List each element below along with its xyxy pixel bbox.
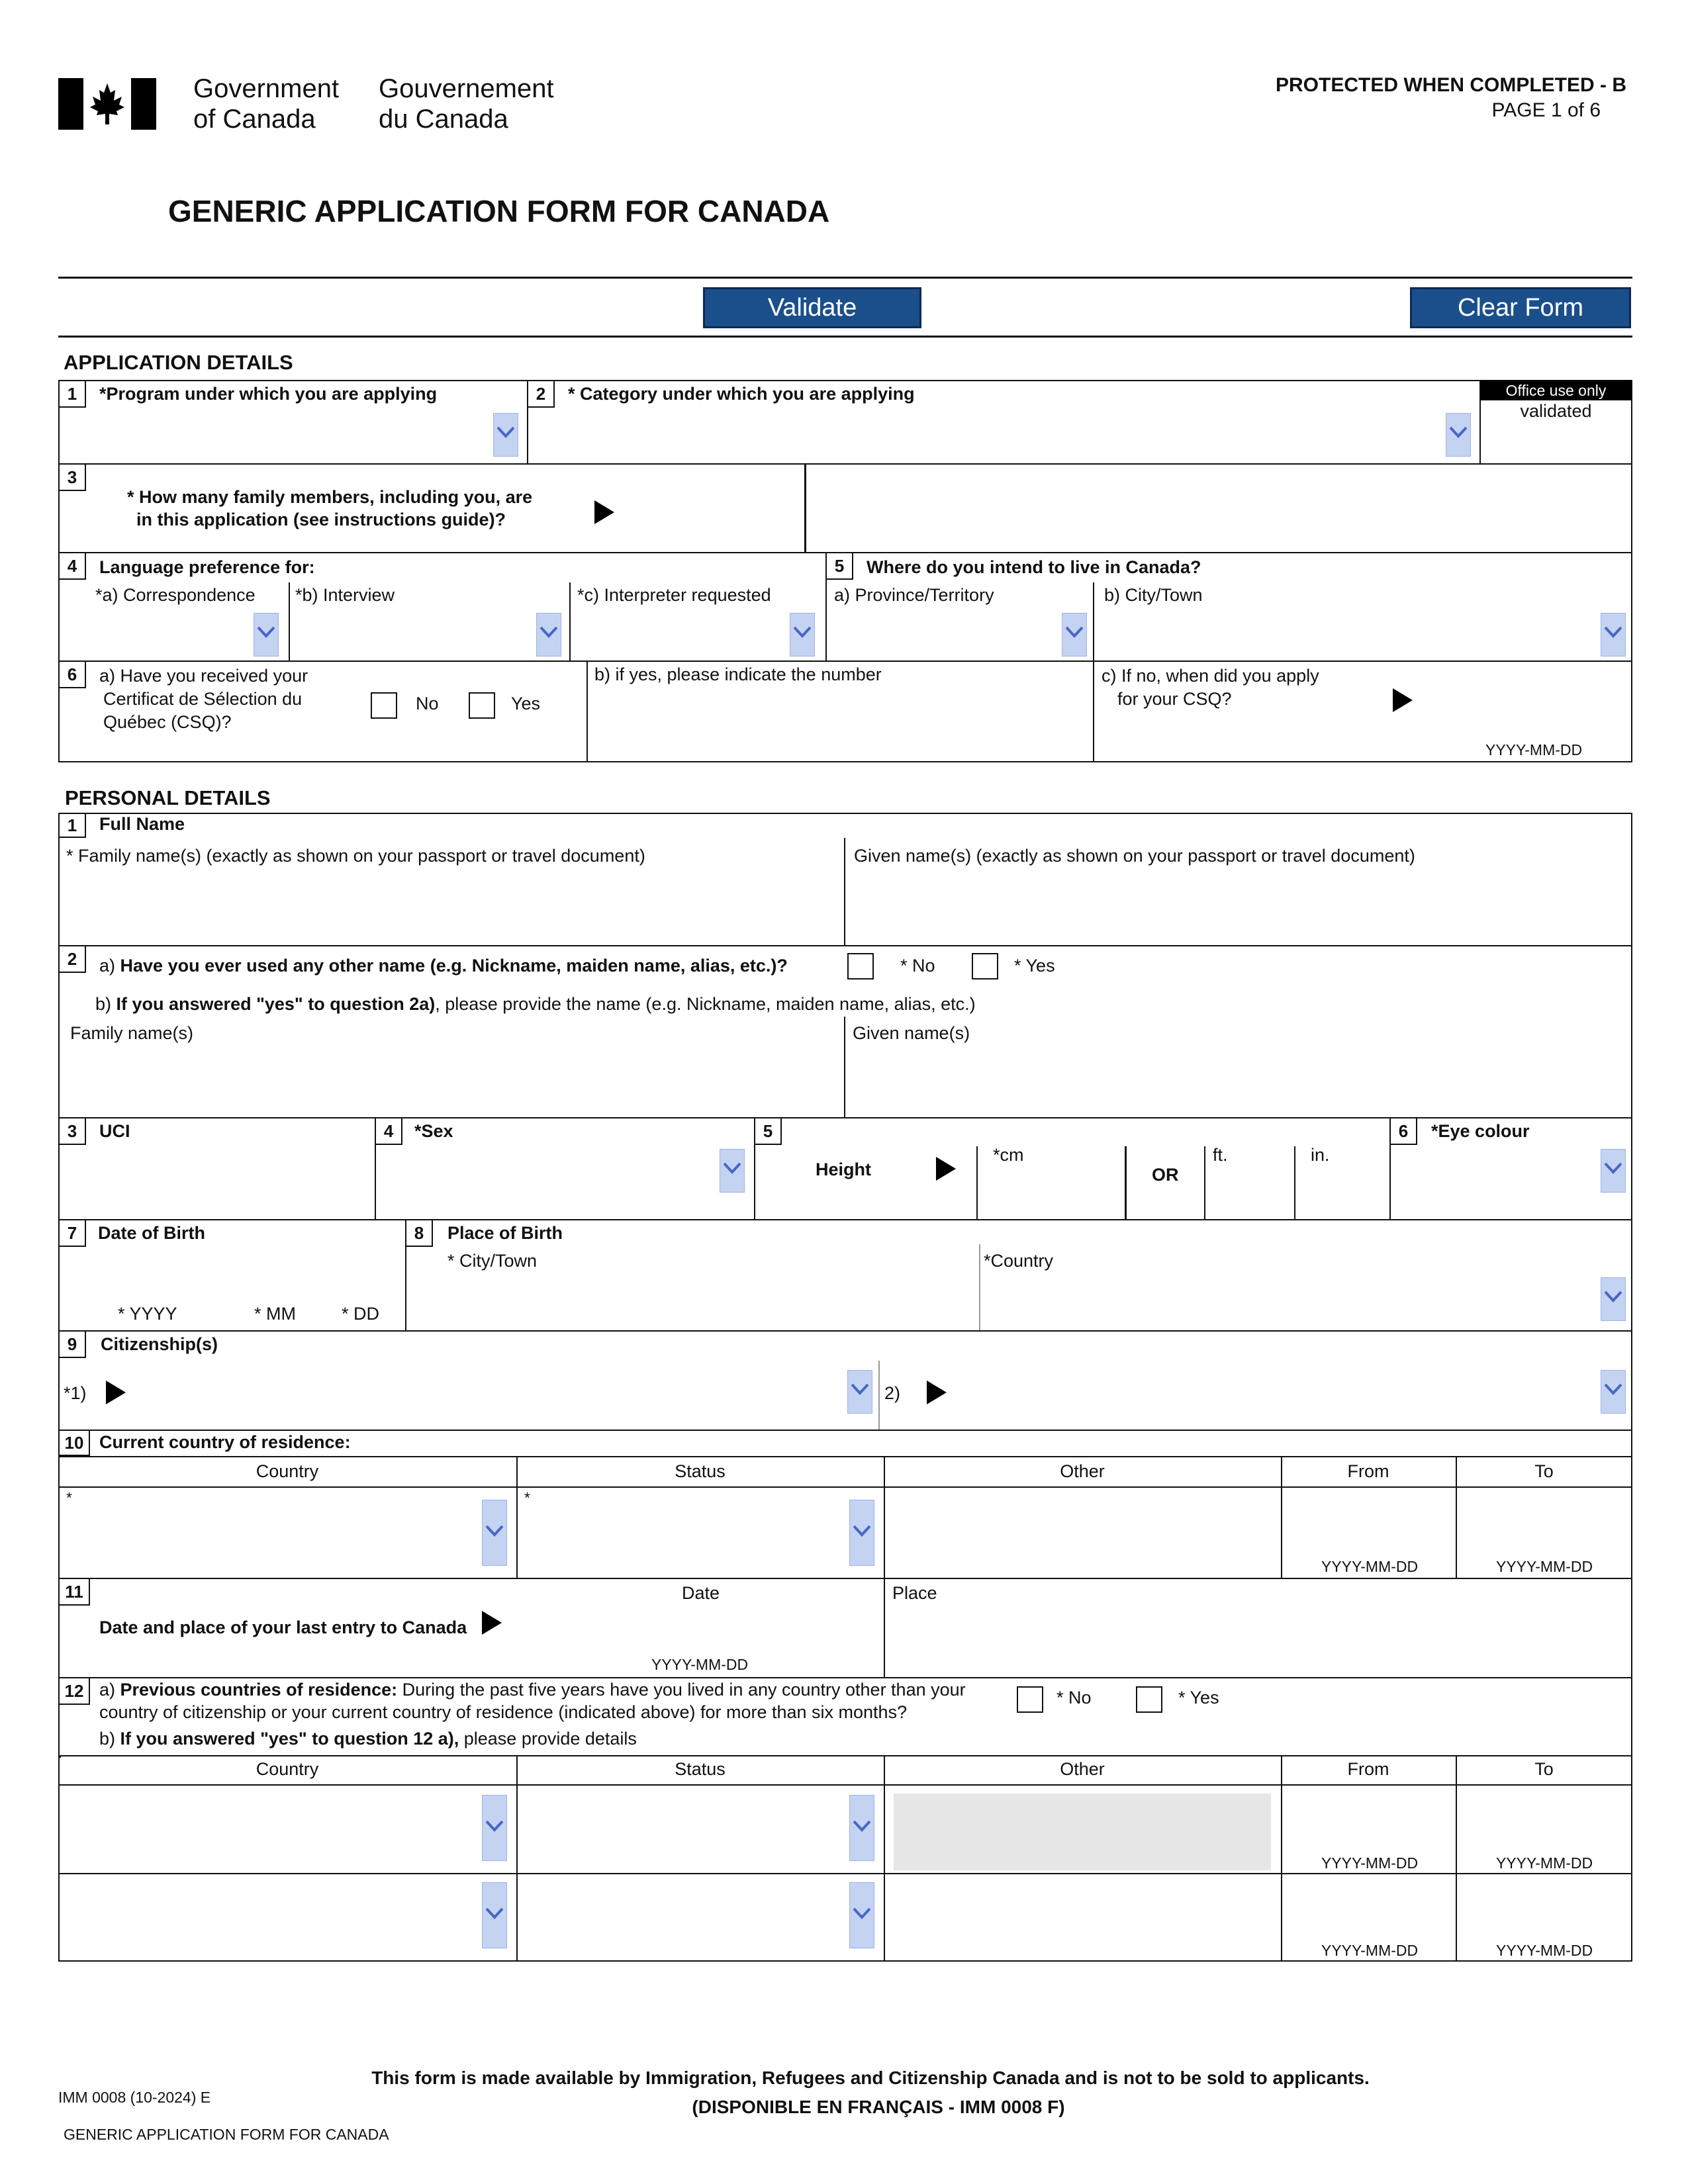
previous-other-1-input[interactable] (894, 1794, 1271, 1870)
previous-status-2-dropdown[interactable] (849, 1882, 874, 1948)
eye-colour-label: *Eye colour (1431, 1121, 1530, 1141)
col-from: From (1347, 1461, 1389, 1481)
chevron-down-icon (1604, 1383, 1622, 1396)
arrow-right-icon (936, 1157, 956, 1181)
chevron-down-icon (853, 1819, 871, 1833)
family-name-input[interactable] (61, 872, 841, 944)
chevron-down-icon (1604, 1161, 1622, 1175)
q4-number: 4 (60, 553, 86, 580)
citizenship-1-label: *1) (64, 1383, 87, 1403)
p2-number: 2 (60, 946, 86, 973)
previous-to-1-input[interactable] (1459, 1787, 1630, 1850)
divider (58, 336, 1632, 338)
csq-apply-label-line1: c) If no, when did you apply (1102, 666, 1319, 686)
interpreter-dropdown[interactable] (790, 613, 815, 657)
ft-label: ft. (1213, 1145, 1228, 1165)
other-name-yes-label: * Yes (1014, 956, 1055, 976)
date-format-hint: YYYY-MM-DD (1496, 1558, 1593, 1575)
p7-number: 7 (60, 1220, 86, 1247)
p10-number: 10 (60, 1431, 90, 1456)
page-number: PAGE 1 of 6 (1491, 99, 1601, 121)
or-label: OR (1152, 1165, 1179, 1185)
city-dropdown[interactable] (1601, 613, 1626, 657)
chevron-down-icon (1449, 426, 1468, 439)
other-name-question: a) Have you ever used any other name (e.g. Nickname, maiden name, alias, etc.)? (99, 956, 788, 976)
chevron-down-icon (539, 625, 558, 639)
csq-number-label: b) if yes, please indicate the number (594, 664, 882, 684)
p1-number: 1 (60, 814, 86, 838)
row-citizenship (58, 1330, 1632, 1431)
chevron-down-icon (1604, 625, 1622, 639)
date-format-hint: YYYY-MM-DD (1496, 1942, 1593, 1959)
previous-countries-no-label: * No (1056, 1688, 1092, 1707)
gov-fr-line2: du Canada (379, 105, 508, 134)
personal-details-heading: PERSONAL DETAILS (65, 786, 271, 809)
height-ft-input[interactable] (1207, 1171, 1291, 1218)
birth-city-input[interactable] (409, 1277, 976, 1329)
csq-apply-label-line2: for your CSQ? (1117, 689, 1232, 709)
date-format-hint: YYYY-MM-DD (651, 1656, 749, 1673)
p11-number: 11 (60, 1579, 90, 1606)
interview-dropdown[interactable] (536, 613, 561, 657)
date-format-hint: YYYY-MM-DD (1485, 741, 1583, 758)
birth-country-label: *Country (984, 1251, 1054, 1271)
previous-to-2-input[interactable] (1459, 1876, 1630, 1938)
arrow-right-icon (594, 500, 614, 524)
csq-label-line1: a) Have you received your (99, 666, 308, 686)
application-details-heading: APPLICATION DETAILS (64, 351, 293, 374)
previous-countries-no-checkbox[interactable] (1017, 1686, 1043, 1713)
previous-countries-question: a) Previous countries of residence: During the past five years have you lived in any country other than your (99, 1680, 966, 1700)
other-given-name-label: Given name(s) (853, 1023, 970, 1043)
category-dropdown[interactable] (1446, 413, 1471, 457)
chevron-down-icon (257, 625, 275, 639)
intend-to-live-label: Where do you intend to live in Canada? (867, 557, 1201, 577)
chevron-down-icon (496, 426, 515, 439)
dob-label: Date of Birth (98, 1223, 205, 1243)
previous-status-1-dropdown[interactable] (849, 1795, 874, 1861)
last-entry-place-input[interactable] (887, 1608, 1630, 1674)
validated-label: validated (1520, 401, 1592, 421)
arrow-right-icon (482, 1611, 502, 1635)
validate-button[interactable]: Validate (703, 287, 921, 328)
chevron-down-icon (793, 625, 812, 639)
given-name-label: Given name(s) (exactly as shown on your passport or travel document) (854, 846, 1415, 866)
previous-from-2-input[interactable] (1284, 1876, 1452, 1938)
other-given-name-input[interactable] (847, 1048, 1630, 1116)
q5-number: 5 (827, 553, 853, 580)
office-use-label: Office use only (1480, 381, 1632, 400)
date-format-hint: YYYY-MM-DD (1321, 1942, 1419, 1959)
last-entry-label: Date and place of your last entry to Canada (99, 1617, 467, 1637)
footer-notice: This form is made available by Immigration, Refugees and Citizenship Canada and is not to be sold to applicants. (371, 2068, 1370, 2088)
dob-dd-label: * DD (342, 1304, 380, 1324)
q3-number: 3 (60, 465, 86, 491)
uci-label: UCI (99, 1121, 130, 1141)
q1-number: 1 (60, 381, 86, 408)
previous-countries-details-prompt: b) If you answered "yes" to question 12 a), please provide details (99, 1729, 637, 1749)
family-name-label: * Family name(s) (exactly as shown on your passport or travel document) (66, 846, 645, 866)
sex-dropdown[interactable] (720, 1149, 745, 1193)
p6-number: 6 (1391, 1118, 1417, 1145)
col-from: From (1347, 1759, 1389, 1779)
previous-country-1-dropdown[interactable] (482, 1795, 507, 1861)
q2-number: 2 (528, 381, 555, 408)
form-code: IMM 0008 (10-2024) E (58, 2089, 211, 2106)
sex-label: *Sex (414, 1121, 453, 1141)
full-name-label: Full Name (99, 814, 185, 834)
chevron-down-icon (723, 1161, 741, 1175)
category-label: * Category under which you are applying (568, 384, 915, 404)
previous-countries-yes-checkbox[interactable] (1136, 1686, 1162, 1713)
csq-no-checkbox[interactable] (371, 692, 397, 719)
other-name-no-checkbox[interactable] (847, 953, 874, 979)
protected-label: PROTECTED WHEN COMPLETED - B (1276, 74, 1626, 96)
gov-fr-line1: Gouvernement (379, 74, 554, 103)
form-name-footer: GENERIC APPLICATION FORM FOR CANADA (64, 2126, 389, 2143)
col-country: Country (256, 1461, 319, 1481)
date-format-hint: YYYY-MM-DD (1496, 1854, 1593, 1872)
col-to: To (1534, 1461, 1554, 1481)
dob-input[interactable] (61, 1251, 402, 1304)
p8-number: 8 (406, 1220, 433, 1247)
given-name-input[interactable] (847, 872, 1630, 944)
csq-apply-date-input[interactable] (1421, 668, 1630, 735)
chevron-down-icon (485, 1907, 504, 1920)
previous-country-2-dropdown[interactable] (482, 1882, 507, 1948)
program-label: *Program under which you are applying (99, 384, 438, 404)
height-cm-input[interactable] (980, 1171, 1121, 1218)
chevron-down-icon (485, 1524, 504, 1537)
col-to: To (1534, 1759, 1554, 1779)
col-status: Status (675, 1461, 726, 1481)
interview-label: *b) Interview (295, 585, 395, 605)
dob-mm-label: * MM (254, 1304, 296, 1324)
p9-number: 9 (60, 1332, 86, 1358)
dob-yyyy-label: * YYYY (118, 1304, 177, 1324)
other-family-name-label: Family name(s) (70, 1023, 194, 1043)
residence-to-input[interactable] (1459, 1489, 1630, 1555)
arrow-right-icon (927, 1381, 947, 1404)
height-in-input[interactable] (1297, 1171, 1386, 1218)
height-label: Height (816, 1160, 871, 1179)
province-dropdown[interactable] (1062, 613, 1087, 657)
col-other: Other (1060, 1759, 1105, 1779)
arrow-right-icon (1393, 688, 1413, 712)
citizenship-1-dropdown[interactable] (847, 1370, 872, 1414)
last-entry-date-label: Date (682, 1583, 720, 1603)
csq-yes-checkbox[interactable] (469, 692, 495, 719)
last-entry-place-label: Place (892, 1583, 937, 1603)
residence-other-input[interactable] (887, 1489, 1278, 1576)
language-preference-label: Language preference for: (99, 557, 315, 577)
previous-other-2-input[interactable] (887, 1876, 1278, 1959)
correspondence-label: *a) Correspondence (95, 585, 256, 605)
col-other: Other (1060, 1461, 1105, 1481)
csq-no-label: No (416, 694, 439, 713)
chevron-down-icon (1604, 1290, 1622, 1303)
chevron-down-icon (1065, 625, 1084, 639)
chevron-down-icon (485, 1819, 504, 1833)
col-country: Country (256, 1759, 319, 1779)
uci-input[interactable] (61, 1149, 372, 1218)
page-title: GENERIC APPLICATION FORM FOR CANADA (168, 194, 830, 228)
eye-colour-dropdown[interactable] (1601, 1149, 1626, 1193)
other-family-name-input[interactable] (61, 1048, 841, 1116)
p12-number: 12 (60, 1678, 90, 1705)
city-label: b) City/Town (1104, 585, 1203, 605)
footer-french: (DISPONIBLE EN FRANÇAIS - IMM 0008 F) (692, 2097, 1065, 2117)
citizenship-2-label: 2) (884, 1383, 901, 1403)
canada-flag-icon (58, 78, 156, 130)
date-format-hint: YYYY-MM-DD (1321, 1854, 1419, 1872)
required-marker: * (524, 1489, 530, 1506)
province-label: a) Province/Territory (834, 585, 994, 605)
clear-form-button[interactable]: Clear Form (1410, 287, 1631, 328)
p3-number: 3 (60, 1118, 86, 1145)
correspondence-dropdown[interactable] (254, 613, 279, 657)
col-status: Status (675, 1759, 726, 1779)
arrow-right-icon (106, 1381, 126, 1404)
p4-number: 4 (376, 1118, 402, 1145)
csq-label-line2: Certificat de Sélection du (103, 689, 303, 709)
divider (58, 277, 1632, 279)
last-entry-date-input[interactable] (530, 1608, 880, 1655)
citizenship-2-dropdown[interactable] (1601, 1370, 1626, 1414)
q6-number: 6 (60, 662, 86, 688)
residence-from-input[interactable] (1284, 1489, 1452, 1555)
residence-status-dropdown[interactable] (849, 1500, 874, 1566)
csq-number-input[interactable] (589, 688, 1090, 760)
gov-en-line1: Government (193, 74, 340, 103)
family-members-label-line1: * How many family members, including you, are (127, 487, 533, 507)
p5-number: 5 (755, 1118, 782, 1145)
family-members-label-line2: in this application (see instructions guide)? (136, 510, 506, 529)
citizenship-label: Citizenship(s) (101, 1334, 218, 1354)
chevron-down-icon (853, 1524, 871, 1537)
date-format-hint: YYYY-MM-DD (1321, 1558, 1419, 1575)
chevron-down-icon (853, 1907, 871, 1920)
other-name-no-label: * No (900, 956, 935, 976)
birth-country-dropdown[interactable] (1601, 1277, 1626, 1321)
previous-countries-yes-label: * Yes (1178, 1688, 1219, 1707)
previous-countries-question-line2: country of citizenship or your current country of residence (indicated above) for more than six months? (99, 1702, 908, 1722)
other-name-details-prompt: b) If you answered "yes" to question 2a), please provide the name (e.g. Nickname, maiden name, alias, etc.) (95, 994, 976, 1014)
interpreter-label: *c) Interpreter requested (577, 585, 771, 605)
chevron-down-icon (851, 1383, 869, 1396)
family-members-input[interactable] (808, 465, 1631, 552)
in-label: in. (1311, 1145, 1330, 1165)
other-name-yes-checkbox[interactable] (972, 953, 998, 979)
previous-from-1-input[interactable] (1284, 1787, 1452, 1850)
birth-city-label: * City/Town (447, 1251, 538, 1271)
current-residence-label: Current country of residence: (99, 1432, 351, 1452)
cm-label: *cm (993, 1145, 1024, 1165)
gov-en-line2: of Canada (193, 105, 316, 134)
csq-yes-label: Yes (511, 694, 541, 713)
program-dropdown[interactable] (493, 413, 518, 457)
residence-country-dropdown[interactable] (482, 1500, 507, 1566)
csq-label-line3: Québec (CSQ)? (103, 712, 232, 732)
required-marker: * (66, 1489, 72, 1506)
place-of-birth-label: Place of Birth (447, 1223, 563, 1243)
